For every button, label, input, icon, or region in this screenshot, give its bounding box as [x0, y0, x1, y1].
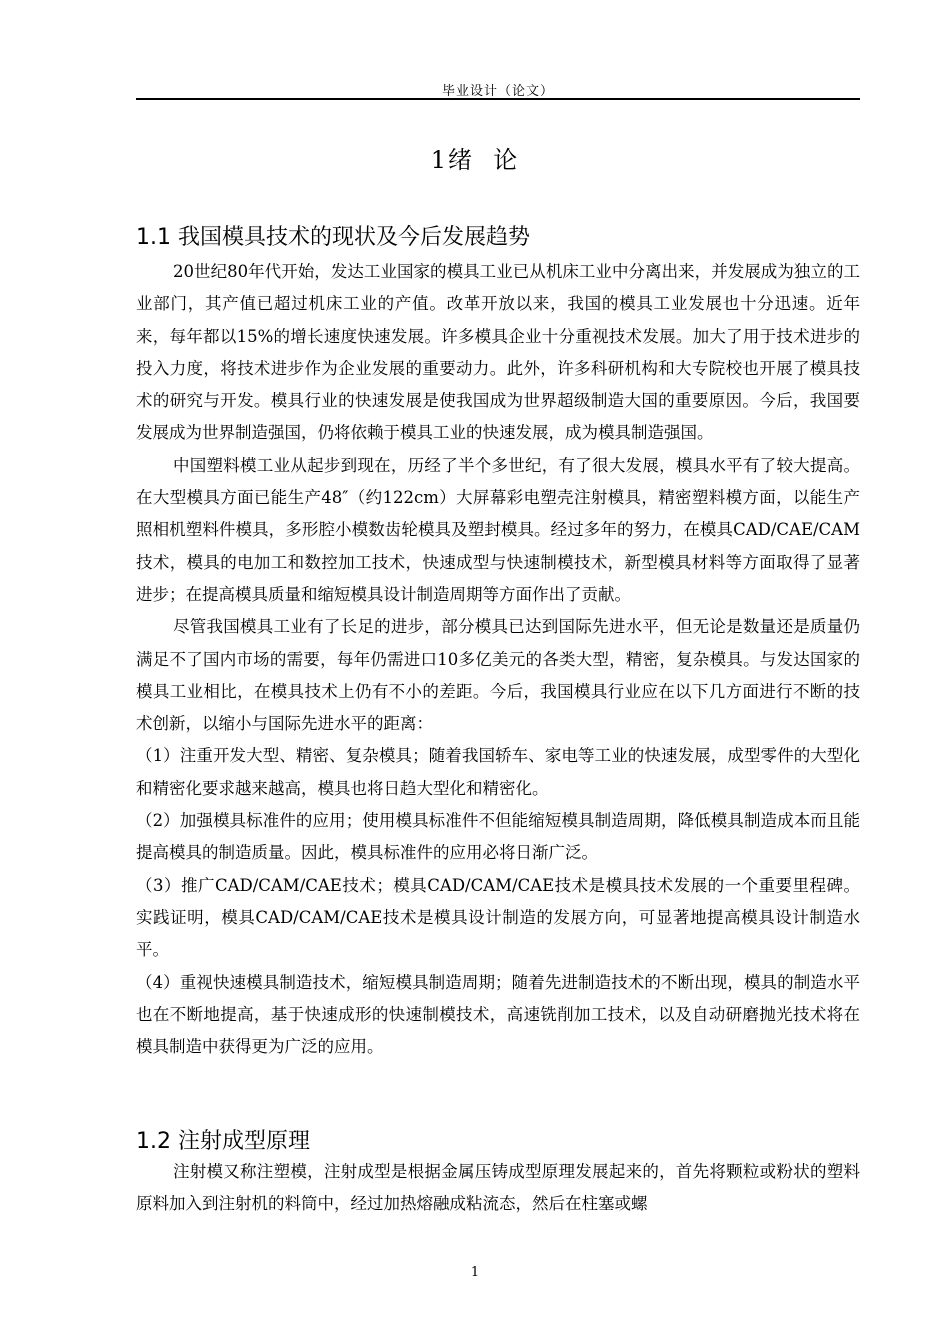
page-header: 毕业设计（论文）	[441, 84, 554, 99]
chapter-title: 1绪 论	[430, 146, 520, 174]
section-heading-1-2: 1.2 注射成型原理	[136, 1129, 310, 1154]
header-divider	[136, 98, 860, 100]
paragraph: 尽管我国模具工业有了长足的进步，部分模具已达到国际先进水平，但无论是数量还是质量仍满足不了国内市场的需要，每年仍需进口10多亿美元的各类大型，精密，复杂模具。与发达国家的模具工业相比，在模具技术上仍有不小的差距。今后，我国模具行业应在以下几方面进行不断的技术创新，以缩小与国际先进水平的距离：	[136, 617, 860, 734]
section-heading-1-1: 1.1 我国模具技术的现状及今后发展趋势	[136, 225, 530, 250]
list-item: （3）推广CAD/CAM/CAE技术；模具CAD/CAM/CAE技术是模具技术发展的一个重要里程碑。实践证明，模具CAD/CAM/CAE技术是模具设计制造的发展方向，可显著地提高模具设计制造水平。	[136, 875, 860, 960]
paragraph: 注射模又称注塑模，注射成型是根据金属压铸成型原理发展起来的，首先将颗粒或粉状的塑料原料加入到注射机的料筒中，经过加热熔融成粘流态，然后在柱塞或螺	[136, 1162, 860, 1214]
paragraph: 中国塑料模工业从起步到现在，历经了半个多世纪，有了很大发展，模具水平有了较大提高。在大型模具方面已能生产48″（约122cm）大屏幕彩电塑壳注射模具，精密塑料模方面，以能生产照相机塑料件模具，多形腔小模数齿轮模具及塑封模具。经过多年的努力，在模具CAD/CAE/CAM技术，模具的电加工和数控加工技术，快速成型与快速制模技术，新型模具材料等方面取得了显著进步；在提高模具质量和缩短模具设计制造周期等方面作出了贡献。	[136, 455, 860, 604]
list-item: （1）注重开发大型、精密、复杂模具；随着我国轿车、家电等工业的快速发展，成型零件的大型化和精密化要求越来越高，模具也将日趋大型化和精密化。	[136, 746, 860, 798]
list-item: （4）重视快速模具制造技术，缩短模具制造周期；随着先进制造技术的不断出现，模具的制造水平也在不断地提高，基于快速成形的快速制模技术，高速铣削加工技术，以及自动研磨抛光技术将在模具制造中获得更为广泛的应用。	[136, 972, 860, 1057]
list-item: （2）加强模具标准件的应用；使用模具标准件不但能缩短模具制造周期，降低模具制造成本而且能提高模具的制造质量。因此，模具标准件的应用必将日渐广泛。	[136, 811, 860, 863]
page-number: 1	[470, 1265, 480, 1280]
section-1-1-body	[136, 256, 860, 1063]
section-1-2-body	[136, 1156, 860, 1221]
paragraph: 20世纪80年代开始，发达工业国家的模具工业已从机床工业中分离出来，并发展成为独立的工业部门，其产值已超过机床工业的产值。改革开放以来，我国的模具工业发展也十分迅速。近年来，每年都以15%的增长速度快速发展。许多模具企业十分重视技术发展。加大了用于技术进步的投入力度，将技术进步作为企业发展的重要动力。此外，许多科研机构和大专院校也开展了模具技术的研究与开发。模具行业的快速发展是使我国成为世界超级制造大国的重要原因。今后，我国要发展成为世界制造强国，仍将依赖于模具工业的快速发展，成为模具制造强国。	[136, 262, 860, 443]
